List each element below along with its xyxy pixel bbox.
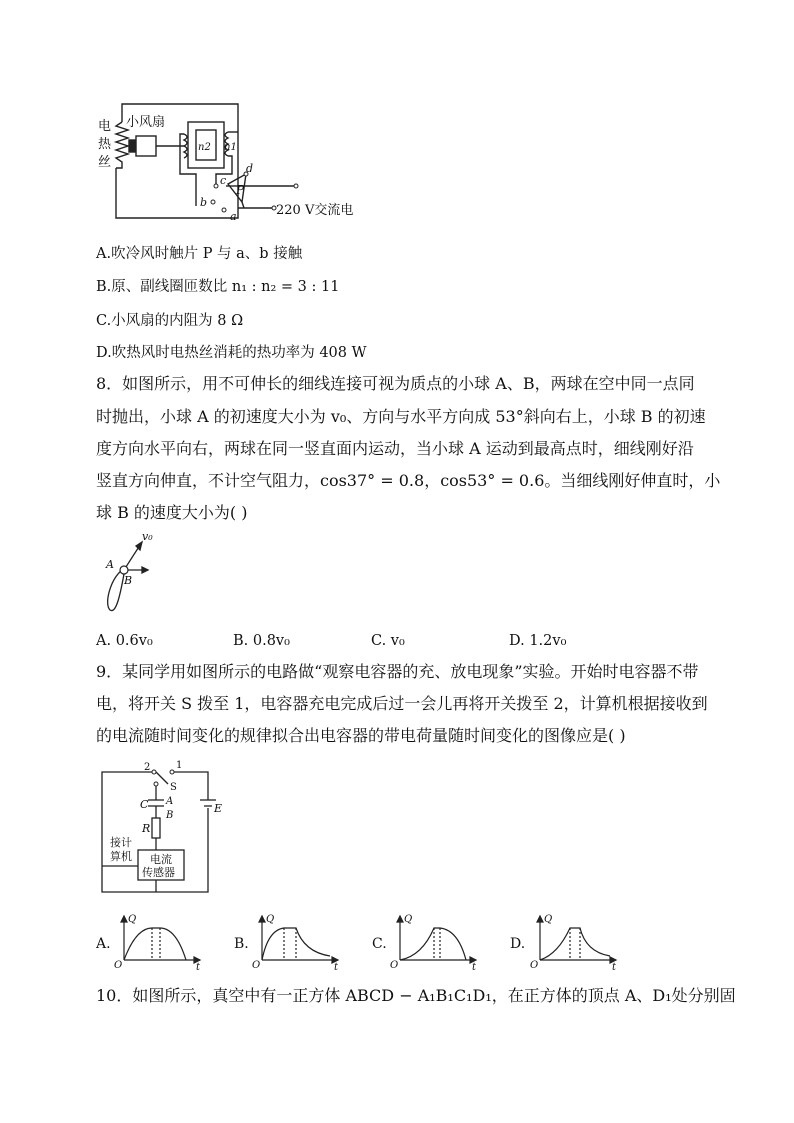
v0-label: v₀ (142, 530, 153, 543)
q7-option-b: B.原、副线圈匝数比 n₁ : n₂ = 3 : 11 (96, 279, 340, 295)
fan-label: 小风扇 (126, 115, 166, 130)
n2-label: n2 (198, 142, 211, 153)
projectile-figure (100, 530, 160, 614)
capacitor-c-label: C (140, 798, 149, 811)
graph-a-o: O (114, 960, 123, 970)
hair-dryer-circuit-figure (96, 98, 366, 222)
graph-c-t: t (472, 962, 477, 970)
heater-label-3: 丝 (98, 155, 112, 170)
q8-line-4: 竖直方向伸直，不计空气阻力，cos37° = 0.8，cos53° = 0.6。当细线刚好伸直时，小 (96, 471, 721, 490)
switch-s-label: S (170, 782, 177, 793)
computer-label-1: 接计 (110, 836, 132, 849)
ball-b-label: B (124, 574, 133, 587)
graph-d-o: O (530, 960, 539, 970)
q9-line-2: 电，将开关 S 拨至 1，电容器充电完成后过一会儿再将开关拨至 2，计算机根据接收到 (96, 694, 708, 713)
q9-graph-options (96, 912, 696, 972)
graph-c-o: O (390, 960, 399, 970)
ball-a-label: A (106, 558, 114, 571)
graph-c-letter: C. (372, 936, 387, 952)
sensor-label-2: 传感器 (142, 866, 175, 879)
graph-b-o: O (252, 960, 261, 970)
heater-label-1: 电 (98, 119, 112, 134)
graph-c-q: Q (404, 914, 413, 925)
a-label: a (230, 210, 237, 222)
graph-a-letter: A. (96, 936, 111, 952)
q9-graph-b (234, 912, 344, 970)
q8-option-c: C. v₀ (371, 633, 405, 649)
emf-e-label: E (214, 802, 223, 815)
graph-d-q: Q (544, 914, 553, 925)
switch-pos-1: 1 (176, 760, 183, 771)
q8-option-b: B. 0.8v₀ (233, 633, 290, 649)
switch-pos-2: 2 (144, 762, 151, 773)
q9-graph-c (372, 912, 482, 970)
q8-line-3: 度方向水平向右，两球在同一竖直面内运动，当小球 A 运动到最高点时，细线刚好沿 (96, 439, 694, 458)
b-label: b (200, 196, 208, 209)
resistor-r-label: R (142, 822, 151, 835)
graph-b-t: t (334, 962, 339, 970)
graph-b-letter: B. (234, 936, 249, 952)
q8-option-a: A. 0.6v₀ (96, 633, 153, 649)
graph-d-t: t (612, 962, 617, 970)
q9-line-3: 的电流随时间变化的规律拟合出电容器的带电荷量随时间变化的图像应是( ) (96, 726, 626, 745)
graph-a-q: Q (128, 914, 137, 925)
plate-b-label: B (166, 810, 174, 821)
heater-label-2: 热 (98, 137, 112, 152)
q8-line-2: 时抛出，小球 A 的初速度大小为 v₀、方向与水平方向成 53°斜向右上，小球 B 的初速 (96, 407, 706, 426)
source-label: 220 V交流电 (276, 203, 354, 218)
n1-label: n1 (224, 142, 237, 153)
graph-d-letter: D. (510, 936, 526, 952)
sensor-label-1: 电流 (150, 853, 172, 866)
q10-line-1: 10．如图所示，真空中有一正方体 ABCD − A₁B₁C₁D₁，在正方体的顶点 A、D₁处分别固 (96, 986, 736, 1005)
q8-option-d: D. 1.2v₀ (509, 633, 567, 649)
c-label: c (220, 174, 227, 187)
plate-a-label: A (166, 796, 174, 807)
q8-line-5: 球 B 的速度大小为( ) (96, 503, 248, 522)
q9-graph-d (510, 912, 622, 970)
graph-a-t: t (196, 962, 201, 970)
computer-label-2: 算机 (110, 850, 132, 863)
capacitor-circuit-figure (98, 760, 228, 896)
p-label: P (236, 183, 245, 197)
q9-line-1: 9．某同学用如图所示的电路做“观察电容器的充、放电现象”实验。开始时电容器不带 (96, 662, 699, 681)
q7-option-d: D.吹热风时电热丝消耗的热功率为 408 W (96, 345, 367, 361)
q7-option-c: C.小风扇的内阻为 8 Ω (96, 313, 244, 329)
q9-graph-a (96, 912, 206, 970)
graph-b-q: Q (266, 914, 275, 925)
q8-line-1: 8．如图所示，用不可伸长的细线连接可视为质点的小球 A、B，两球在空中同一点同 (96, 374, 695, 393)
q7-option-a: A.吹冷风时触片 P 与 a、b 接触 (96, 246, 303, 262)
d-label: d (246, 162, 254, 175)
